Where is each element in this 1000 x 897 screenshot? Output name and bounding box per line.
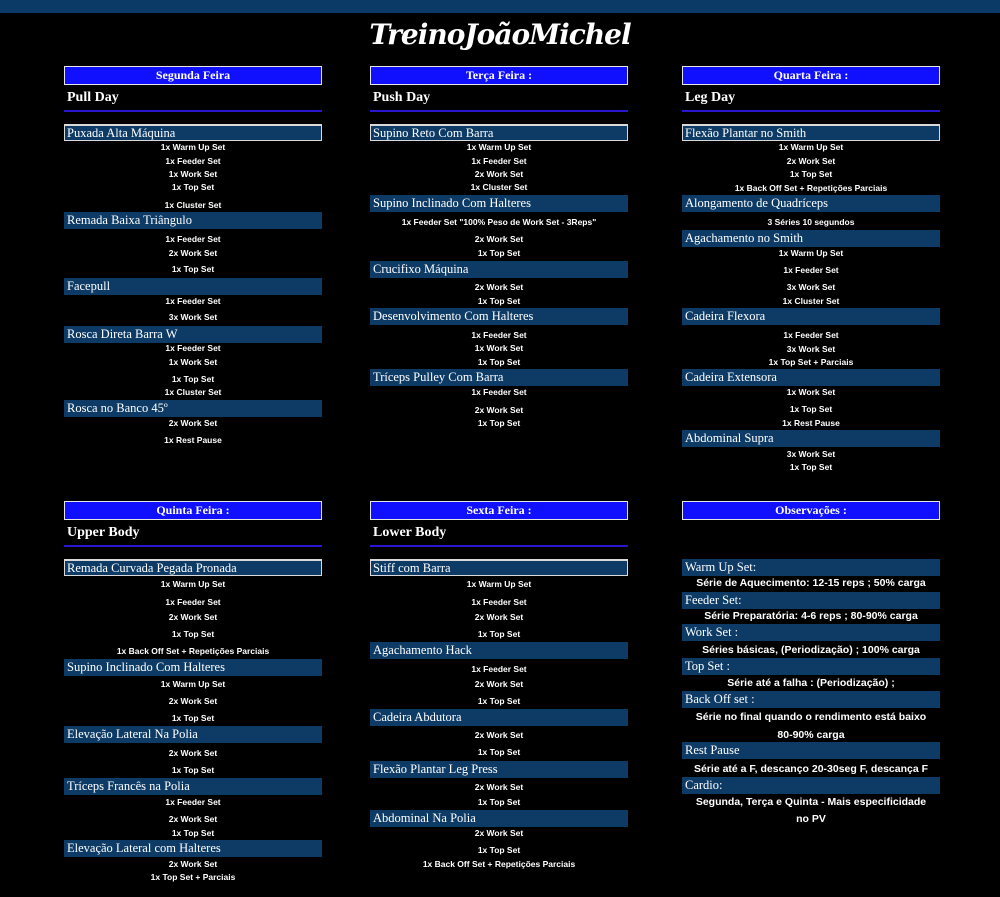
set-detail: 1x Feeder Set	[471, 156, 527, 166]
day-header: Observações :	[682, 501, 940, 520]
set-detail: 3x Work Set	[786, 344, 836, 354]
observation-term: Feeder Set:	[682, 592, 940, 609]
set-detail: 3 Séries 10 segundos	[767, 217, 855, 227]
exercise-name: Flexão Plantar no Smith	[682, 124, 940, 141]
set-detail: 2x Work Set	[474, 405, 524, 415]
set-detail: 1x Feeder Set	[783, 265, 839, 275]
set-detail: 1x Top Set	[477, 629, 521, 639]
set-detail: 1x Top Set	[477, 797, 521, 807]
observation-description: Séries básicas, (Periodização) ; 100% carga	[702, 644, 920, 656]
set-detail: 1x Feeder Set	[165, 597, 221, 607]
set-detail: 2x Work Set	[786, 156, 836, 166]
workout-type-title: Push Day	[373, 90, 431, 105]
exercise-name: Agachamento no Smith	[682, 230, 940, 247]
set-detail: 3x Work Set	[786, 282, 836, 292]
exercise-name: Supino Inclinado Com Halteres	[64, 659, 322, 676]
set-detail: 2x Work Set	[474, 169, 524, 179]
observation-term: Top Set :	[682, 658, 940, 675]
set-detail: 1x Warm Up Set	[778, 142, 844, 152]
set-detail: 2x Work Set	[168, 248, 218, 258]
workout-type-title: Upper Body	[67, 525, 140, 540]
set-detail: 2x Work Set	[168, 748, 218, 758]
observation-description: Série Preparatória: 4-6 reps ; 80-90% carga	[704, 610, 918, 622]
exercise-name: Rosca Direta Barra W	[64, 326, 322, 343]
title-underline	[682, 110, 940, 112]
set-detail: 2x Work Set	[474, 782, 524, 792]
exercise-name: Tríceps Pulley Com Barra	[370, 369, 628, 386]
set-detail: 2x Work Set	[168, 696, 218, 706]
exercise-name: Facepull	[64, 278, 322, 295]
workout-type-title: Pull Day	[67, 90, 119, 105]
exercise-name: Cadeira Flexora	[682, 308, 940, 325]
set-detail: 1x Feeder Set	[471, 597, 527, 607]
set-detail: 1x Cluster Set	[164, 387, 222, 397]
observation-description: Série de Aquecimento: 12-15 reps ; 50% carga	[696, 577, 926, 589]
set-detail: 1x Warm Up Set	[466, 579, 532, 589]
observation-description: Segunda, Terça e Quinta - Mais especificidade	[695, 796, 927, 808]
set-detail: 1x Work Set	[168, 169, 218, 179]
set-detail: 1x Feeder Set	[165, 296, 221, 306]
page-title: TreinoJoãoMichel	[369, 18, 631, 51]
exercise-name: Remada Curvada Pegada Pronada	[64, 559, 322, 576]
set-detail: 1x Top Set	[789, 404, 833, 414]
workout-type-title: Leg Day	[685, 90, 736, 105]
set-detail: 1x Cluster Set	[470, 182, 528, 192]
set-detail: 2x Work Set	[474, 730, 524, 740]
set-detail: 2x Work Set	[168, 612, 218, 622]
set-detail: 1x Feeder Set	[471, 330, 527, 340]
exercise-name: Puxada Alta Máquina	[64, 124, 322, 141]
set-detail: 1x Warm Up Set	[778, 248, 844, 258]
set-detail: 1x Warm Up Set	[160, 579, 226, 589]
set-detail: 1x Top Set	[789, 462, 833, 472]
set-detail: 3x Work Set	[168, 312, 218, 322]
exercise-name: Supino Inclinado Com Halteres	[370, 195, 628, 212]
title-underline	[64, 110, 322, 112]
day-header: Quinta Feira :	[64, 501, 322, 520]
exercise-name: Flexão Plantar Leg Press	[370, 761, 628, 778]
set-detail: 3x Work Set	[786, 449, 836, 459]
exercise-name: Supino Reto Com Barra	[370, 124, 628, 141]
set-detail: 1x Cluster Set	[782, 296, 840, 306]
exercise-name: Remada Baixa Triângulo	[64, 212, 322, 229]
top-bar	[0, 0, 1000, 13]
set-detail: 2x Work Set	[474, 612, 524, 622]
set-detail: 1x Feeder Set	[783, 330, 839, 340]
exercise-name: Desenvolvimento Com Halteres	[370, 308, 628, 325]
set-detail: 2x Work Set	[168, 814, 218, 824]
set-detail: 1x Work Set	[786, 387, 836, 397]
set-detail: 1x Feeder Set	[471, 387, 527, 397]
exercise-name: Cadeira Abdutora	[370, 709, 628, 726]
set-detail: 1x Top Set	[171, 374, 215, 384]
day-header: Sexta Feira :	[370, 501, 628, 520]
exercise-name: Rosca no Banco 45º	[64, 400, 322, 417]
exercise-name: Abdominal Na Polia	[370, 810, 628, 827]
set-detail: 1x Top Set	[171, 629, 215, 639]
set-detail: 1x Top Set + Parciais	[768, 357, 854, 367]
set-detail: 1x Work Set	[474, 343, 524, 353]
title-underline	[64, 545, 322, 547]
set-detail: 2x Work Set	[474, 234, 524, 244]
observation-term: Cardio:	[682, 777, 940, 794]
set-detail: 1x Work Set	[168, 357, 218, 367]
set-detail: 1x Back Off Set + Repetições Parciais	[734, 183, 888, 193]
day-header: Terça Feira :	[370, 66, 628, 85]
set-detail: 1x Feeder Set "100% Peso de Work Set - 3Reps"	[401, 217, 597, 227]
set-detail: 2x Work Set	[168, 859, 218, 869]
set-detail: 1x Top Set	[477, 845, 521, 855]
set-detail: 1x Feeder Set	[165, 156, 221, 166]
set-detail: 1x Back Off Set + Repetições Parciais	[116, 646, 270, 656]
set-detail: 1x Back Off Set + Repetições Parciais	[422, 859, 576, 869]
exercise-name: Cadeira Extensora	[682, 369, 940, 386]
set-detail: 1x Top Set	[477, 696, 521, 706]
exercise-name: Agachamento Hack	[370, 642, 628, 659]
set-detail: 1x Warm Up Set	[160, 679, 226, 689]
observation-term: Work Set :	[682, 624, 940, 641]
set-detail: 2x Work Set	[474, 282, 524, 292]
title-underline	[370, 110, 628, 112]
set-detail: 2x Work Set	[474, 828, 524, 838]
set-detail: 1x Cluster Set	[164, 200, 222, 210]
title-underline	[370, 545, 628, 547]
exercise-name: Tríceps Francês na Polia	[64, 778, 322, 795]
observation-term: Warm Up Set:	[682, 559, 940, 576]
workout-type-title: Lower Body	[373, 525, 447, 540]
observation-term: Back Off set :	[682, 691, 940, 708]
exercise-name: Elevação Lateral Na Polia	[64, 726, 322, 743]
observation-term: Rest Pause	[682, 742, 940, 759]
set-detail: 1x Top Set	[477, 418, 521, 428]
observation-description: Série até a falha : (Periodização) ;	[727, 677, 895, 689]
observation-description: 80-90% carga	[777, 729, 845, 741]
set-detail: 1x Top Set	[789, 169, 833, 179]
set-detail: 1x Feeder Set	[471, 664, 527, 674]
exercise-name: Abdominal Supra	[682, 430, 940, 447]
set-detail: 1x Rest Pause	[782, 418, 840, 428]
set-detail: 2x Work Set	[168, 418, 218, 428]
observation-description: Série no final quando o rendimento está baixo	[695, 711, 927, 723]
set-detail: 1x Rest Pause	[164, 435, 222, 445]
set-detail: 1x Top Set	[171, 264, 215, 274]
exercise-name: Elevação Lateral com Halteres	[64, 840, 322, 857]
set-detail: 1x Warm Up Set	[466, 142, 532, 152]
set-detail: 1x Top Set	[171, 765, 215, 775]
set-detail: 1x Top Set	[477, 357, 521, 367]
set-detail: 1x Top Set + Parciais	[150, 872, 236, 882]
set-detail: 1x Top Set	[171, 182, 215, 192]
set-detail: 1x Top Set	[171, 713, 215, 723]
exercise-name: Alongamento de Quadríceps	[682, 195, 940, 212]
set-detail: 1x Warm Up Set	[160, 142, 226, 152]
set-detail: 1x Top Set	[477, 747, 521, 757]
set-detail: 1x Top Set	[477, 296, 521, 306]
observation-description: no PV	[796, 813, 826, 825]
day-header: Segunda Feira	[64, 66, 322, 85]
exercise-name: Stiff com Barra	[370, 559, 628, 576]
set-detail: 1x Feeder Set	[165, 797, 221, 807]
observation-description: Série até a F, descanço 20-30seg F, descança F	[693, 763, 929, 775]
exercise-name: Crucifixo Máquina	[370, 261, 628, 278]
set-detail: 2x Work Set	[474, 679, 524, 689]
set-detail: 1x Top Set	[171, 828, 215, 838]
set-detail: 1x Top Set	[477, 248, 521, 258]
day-header: Quarta Feira :	[682, 66, 940, 85]
set-detail: 1x Feeder Set	[165, 234, 221, 244]
set-detail: 1x Feeder Set	[165, 343, 221, 353]
